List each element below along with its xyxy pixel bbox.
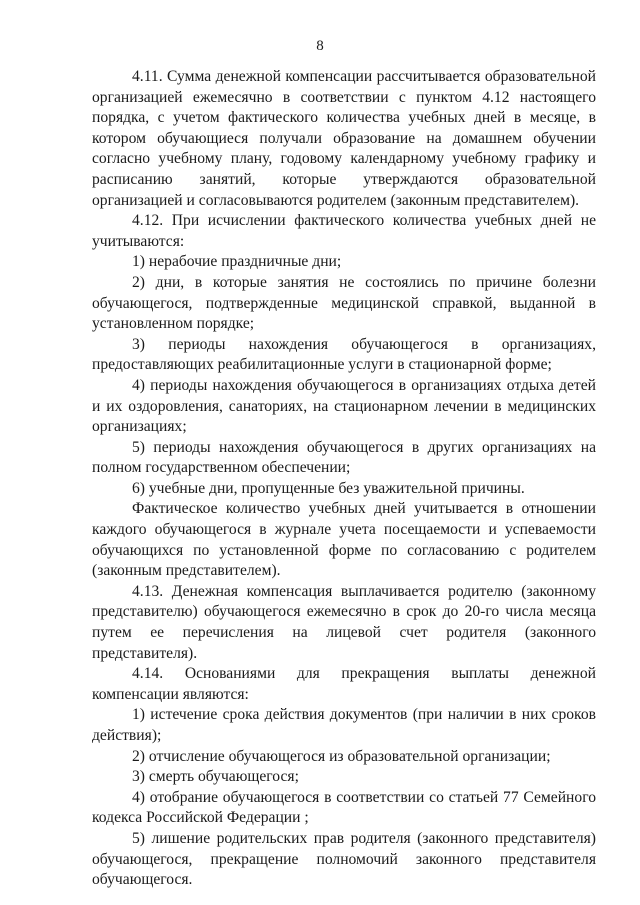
- list-item-4-12-6: 6) учебные дни, пропущенные без уважительной причины.: [132, 479, 525, 497]
- list-item-4-12-3: 3) периоды нахождения обучающегося в организациях, предоставляющих реабилитационные услуги в стационарной форме;: [92, 335, 596, 374]
- page-number: 8: [316, 38, 324, 54]
- list-item-4-12-5: 5) периоды нахождения обучающегося в других организациях на полном государственном обеспечении;: [92, 438, 596, 477]
- list-item-4-14-4: 4) отобрание обучающегося в соответствии со статьей 77 Семейного кодекса Российской Федерации ;: [92, 788, 596, 827]
- document-body: [92, 67, 596, 891]
- list-item-4-12-4: 4) периоды нахождения обучающегося в организациях отдыха детей и их оздоровления, санаториях, на стационарном лечении в медицинских организациях;: [92, 376, 596, 436]
- paragraph-4-11: 4.11. Сумма денежной компенсации рассчитывается образовательной организацией ежемесячно в соответствии с пунктом 4.12 настоящего порядка, с учетом фактического количества учебных дней в месяце, в котором обучающиеся получали образование на домашнем обучении согласно учебному плану, годовому календарному учебному графику и расписанию занятий, которые утверждаются образовательной организацией и согласовываются родителем (законным представителем).: [92, 68, 596, 209]
- list-item-4-14-2: 2) отчисление обучающегося из образовательной организации;: [132, 747, 551, 765]
- list-item-4-14-5: 5) лишение родительских прав родителя (законного представителя) обучающегося, прекращение полномочий законного представителя обучающегося.: [92, 829, 596, 889]
- list-item-4-14-1: 1) истечение срока действия документов (при наличии в них сроков действия);: [92, 706, 596, 744]
- paragraph-4-13: 4.13. Денежная компенсация выплачивается родителю (законному представителю) обучающегося ежемесячно в срок до 20-го числа месяца путем ее перечисления на лицевой счет родителя (законного представителя).: [92, 582, 596, 662]
- list-item-4-12-1: 1) нерабочие праздничные дни;: [132, 253, 342, 271]
- list-item-4-12-2: 2) дни, в которые занятия не состоялись по причине болезни обучающегося, подтвержденные медицинской справкой, выданной в установленном порядке;: [92, 273, 596, 333]
- paragraph-attendance: Фактическое количество учебных дней учитывается в отношении каждого обучающегося в журнале учета посещаемости и успеваемости обучающихся по установленной форме по согласованию с родителем (законным представителем).: [92, 500, 596, 580]
- list-item-4-14-3: 3) смерть обучающегося;: [132, 768, 299, 786]
- paragraph-4-12: 4.12. При исчислении фактического количества учебных дней не учитываются:: [92, 212, 596, 250]
- paragraph-4-14: 4.14. Основаниями для прекращения выплаты денежной компенсации являются:: [92, 665, 596, 703]
